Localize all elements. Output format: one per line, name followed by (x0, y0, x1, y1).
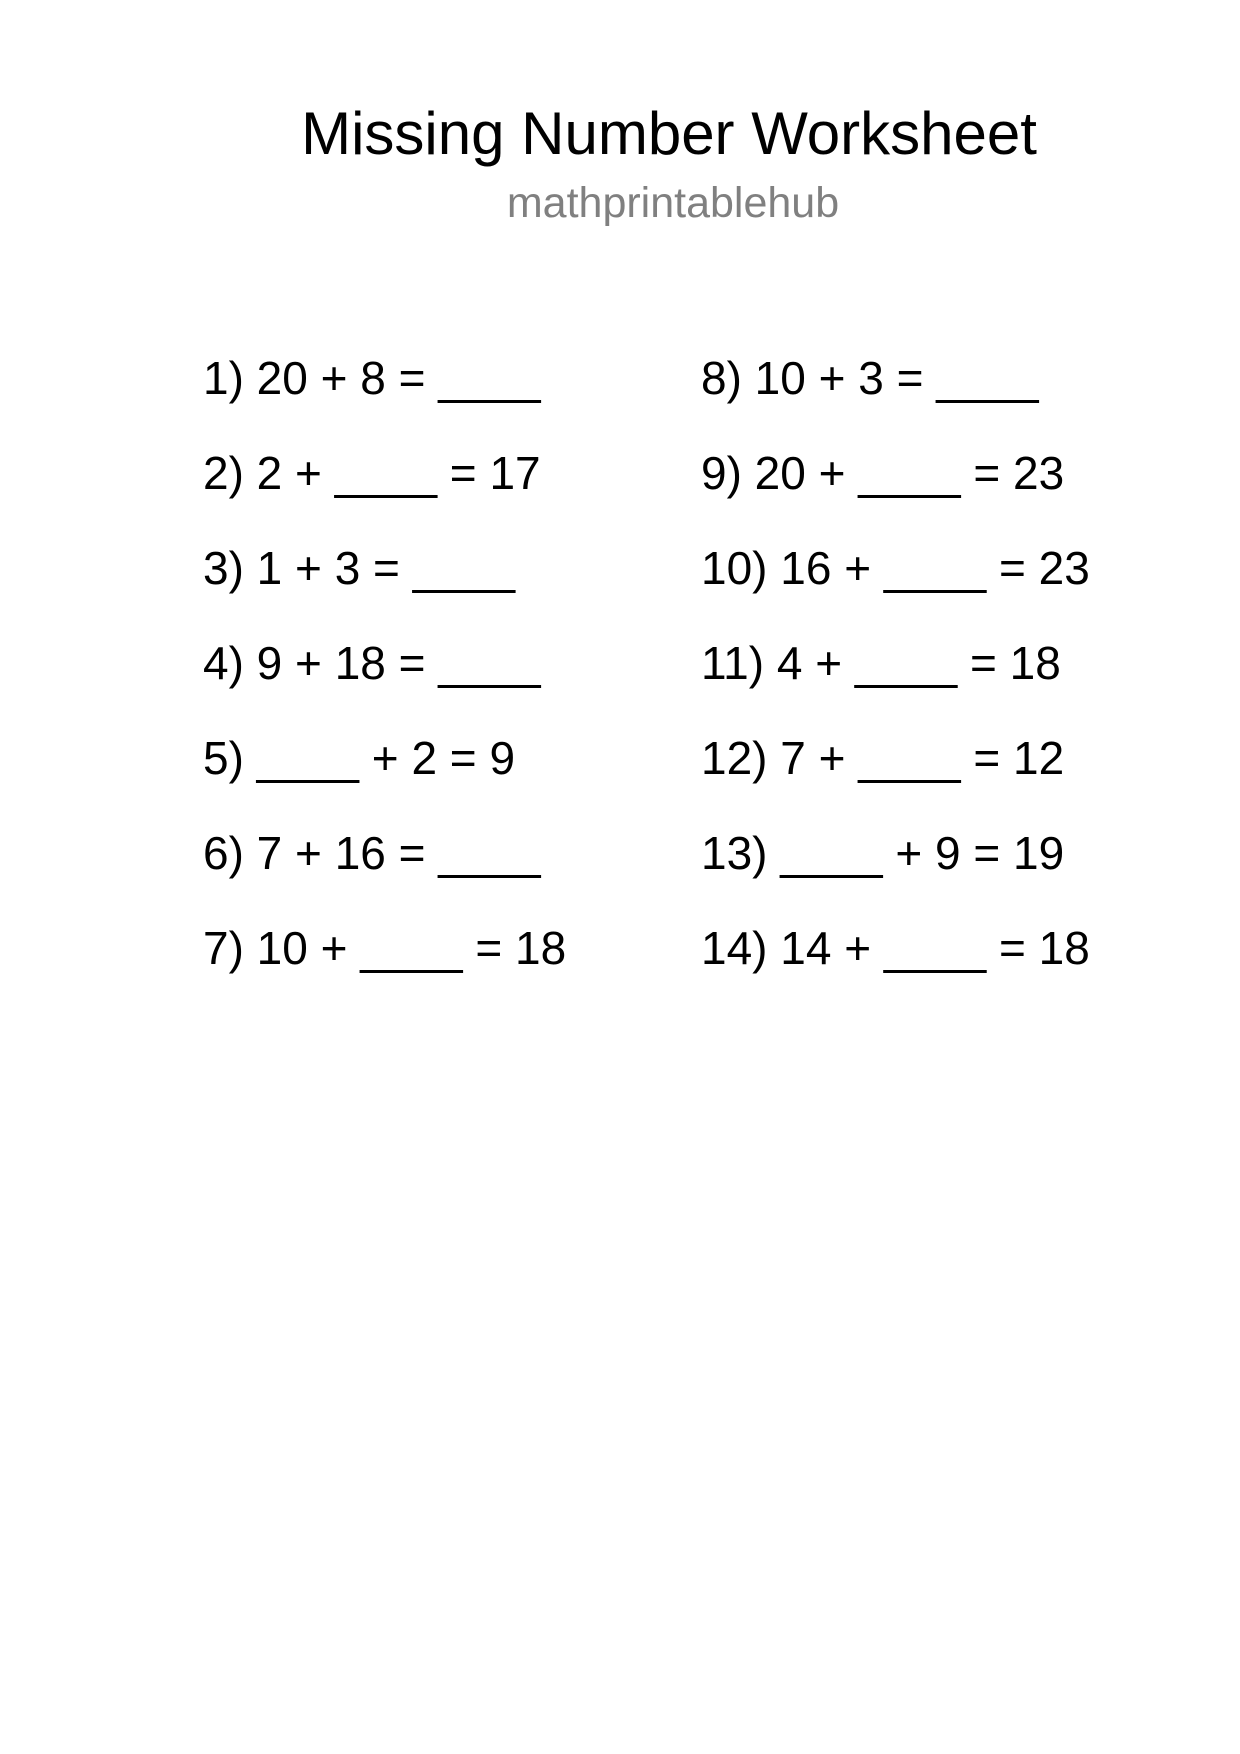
problem-9: 9) 20 + ____ = 23 (701, 447, 1065, 499)
problem-1: 1) 20 + 8 = ____ (203, 352, 541, 404)
problem-10: 10) 16 + ____ = 23 (701, 542, 1090, 594)
worksheet-subtitle: mathprintablehub (506, 179, 840, 227)
problem-2: 2) 2 + ____ = 17 (203, 447, 541, 499)
problem-11: 11) 4 + ____ = 18 (701, 637, 1061, 689)
problem-8: 8) 10 + 3 = ____ (701, 352, 1039, 404)
problem-6: 6) 7 + 16 = ____ (203, 827, 541, 879)
problems-right-column (701, 350, 1090, 1015)
worksheet-title: Missing Number Worksheet (301, 100, 1037, 167)
problem-14: 14) 14 + ____ = 18 (701, 922, 1090, 974)
problem-4: 4) 9 + 18 = ____ (203, 637, 541, 689)
problems-left-column (203, 350, 566, 1015)
problem-5: 5) ____ + 2 = 9 (203, 732, 516, 784)
problem-3: 3) 1 + 3 = ____ (203, 542, 516, 594)
problem-7: 7) 10 + ____ = 18 (203, 922, 567, 974)
problem-13: 13) ____ + 9 = 19 (701, 827, 1065, 879)
problem-12: 12) 7 + ____ = 12 (701, 732, 1065, 784)
